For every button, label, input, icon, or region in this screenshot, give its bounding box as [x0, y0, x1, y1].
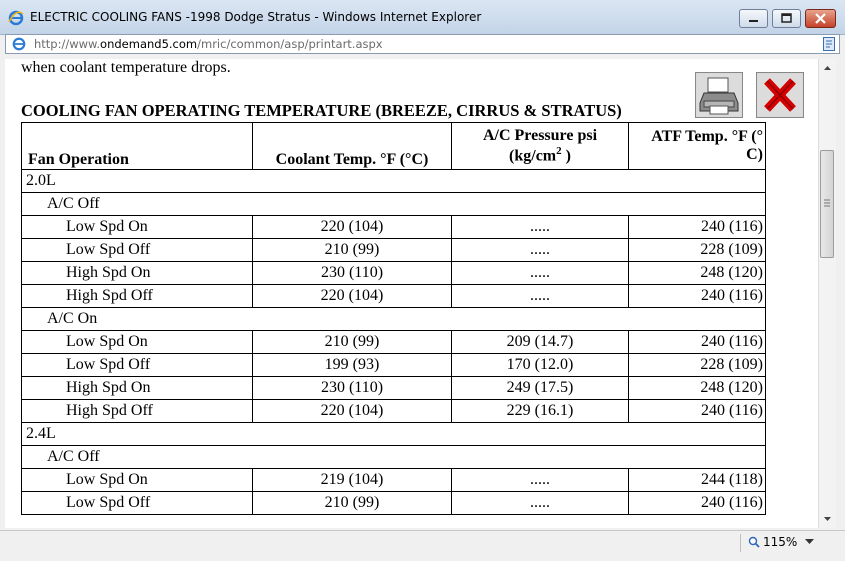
pressure-cell: ..... — [452, 285, 629, 308]
pressure-cell: ..... — [452, 216, 629, 239]
atf-cell: 228 (109) — [629, 354, 766, 377]
coolant-cell: 230 (110) — [253, 262, 452, 285]
table-row — [22, 262, 766, 285]
section-row — [22, 170, 766, 193]
coolant-cell: 210 (99) — [253, 239, 452, 262]
red-x-close-icon — [757, 73, 803, 117]
scroll-grip-icon — [821, 151, 833, 257]
section-row — [22, 446, 766, 469]
fan-op-cell: Low Spd On — [22, 469, 253, 492]
coolant-cell: 220 (104) — [253, 285, 452, 308]
coolant-cell: 219 (104) — [253, 469, 452, 492]
vertical-scrollbar[interactable] — [818, 59, 836, 528]
col-coolant-temp: Coolant Temp. °F (°C) — [253, 123, 452, 170]
pressure-cell: ..... — [452, 262, 629, 285]
print-button[interactable] — [695, 72, 743, 118]
printer-icon — [696, 73, 742, 117]
zoom-magnifier-icon — [748, 536, 760, 548]
status-bar — [0, 530, 845, 561]
atf-cell: 244 (118) — [629, 469, 766, 492]
ac-pressure-line2b: ) — [561, 147, 571, 165]
url-prefix: http://www. — [34, 37, 101, 51]
fan-op-cell: High Spd On — [22, 377, 253, 400]
ac-pressure-sup: 2 — [556, 144, 562, 157]
close-document-button[interactable] — [756, 72, 804, 118]
scroll-down-arrow-icon[interactable] — [822, 514, 833, 524]
url-path: /mric/common/asp/printart.aspx — [197, 37, 383, 51]
minimize-button[interactable] — [739, 9, 768, 28]
section-row — [22, 308, 766, 331]
table-row — [22, 331, 766, 354]
fan-op-cell: Low Spd Off — [22, 492, 253, 515]
atf-cell: 240 (116) — [629, 216, 766, 239]
coolant-cell: 220 (104) — [253, 216, 452, 239]
table-row — [22, 469, 766, 492]
url-text — [34, 37, 383, 51]
pressure-cell: ..... — [452, 469, 629, 492]
atf-cell: 240 (116) — [629, 331, 766, 354]
section-row — [22, 193, 766, 216]
fan-op-cell: Low Spd On — [22, 216, 253, 239]
window-title: ELECTRIC COOLING FANS -1998 Dodge Stratus - Windows Internet Explorer — [30, 10, 482, 24]
pressure-cell: ..... — [452, 492, 629, 515]
address-bar[interactable] — [5, 34, 840, 54]
ie-page-icon — [12, 37, 26, 51]
ac-pressure-line1: A/C Pressure psi — [482, 126, 598, 144]
coolant-cell: 210 (99) — [253, 492, 452, 515]
table-row — [22, 377, 766, 400]
partial-paragraph: when coolant temperature drops. — [21, 59, 231, 76]
atf-line1: ATF Temp. °F (° — [651, 128, 763, 145]
pressure-cell: ..... — [452, 239, 629, 262]
chevron-down-icon[interactable] — [805, 539, 814, 545]
compatibility-view-icon[interactable] — [823, 37, 835, 51]
coolant-cell: 210 (99) — [253, 331, 452, 354]
atf-cell: 248 (120) — [629, 377, 766, 400]
fan-op-cell: High Spd Off — [22, 285, 253, 308]
atf-line2: C) — [746, 146, 763, 163]
minimize-icon — [740, 10, 767, 27]
pressure-cell: 229 (16.1) — [452, 400, 629, 423]
ac-pressure-line2a: (kg/cm — [509, 147, 557, 165]
engine-label: 2.4L — [22, 423, 766, 446]
table-row — [22, 400, 766, 423]
fan-op-cell: High Spd On — [22, 262, 253, 285]
section-row — [22, 423, 766, 446]
pressure-cell: 170 (12.0) — [452, 354, 629, 377]
close-window-button[interactable] — [805, 9, 836, 28]
fan-op-cell: High Spd Off — [22, 400, 253, 423]
coolant-cell: 230 (110) — [253, 377, 452, 400]
maximize-icon — [773, 10, 800, 27]
window-titlebar — [0, 0, 845, 35]
table-row — [22, 239, 766, 262]
status-separator — [740, 534, 741, 552]
coolant-cell: 220 (104) — [253, 400, 452, 423]
fan-op-cell: Low Spd Off — [22, 354, 253, 377]
scrollbar-thumb[interactable] — [820, 150, 834, 258]
table-row — [22, 285, 766, 308]
ac-mode-label: A/C Off — [22, 193, 766, 216]
atf-cell: 240 (116) — [629, 492, 766, 515]
atf-cell: 240 (116) — [629, 400, 766, 423]
atf-cell: 240 (116) — [629, 285, 766, 308]
col-atf-temp — [629, 123, 766, 170]
col-ac-pressure — [452, 123, 629, 170]
table-heading: COOLING FAN OPERATING TEMPERATURE (BREEZE, CIRRUS & STRATUS) — [21, 101, 622, 120]
cooling-fan-table — [21, 122, 766, 515]
internet-explorer-icon — [8, 10, 24, 26]
url-domain: ondemand5.com — [100, 37, 198, 51]
scroll-up-arrow-icon[interactable] — [822, 63, 833, 73]
document-viewport[interactable] — [5, 59, 818, 528]
table-header-row — [22, 123, 766, 170]
col-fan-operation: Fan Operation — [22, 123, 253, 170]
close-icon — [806, 10, 835, 27]
coolant-cell: 199 (93) — [253, 354, 452, 377]
ac-mode-label: A/C Off — [22, 446, 766, 469]
engine-label: 2.0L — [22, 170, 766, 193]
maximize-button[interactable] — [772, 9, 801, 28]
pressure-cell: 209 (14.7) — [452, 331, 629, 354]
table-row — [22, 492, 766, 515]
zoom-level[interactable]: 115% — [763, 535, 798, 549]
pressure-cell: 249 (17.5) — [452, 377, 629, 400]
fan-op-cell: Low Spd Off — [22, 239, 253, 262]
ac-mode-label: A/C On — [22, 308, 766, 331]
atf-cell: 228 (109) — [629, 239, 766, 262]
fan-op-cell: Low Spd On — [22, 331, 253, 354]
table-row — [22, 354, 766, 377]
table-row — [22, 216, 766, 239]
atf-cell: 248 (120) — [629, 262, 766, 285]
